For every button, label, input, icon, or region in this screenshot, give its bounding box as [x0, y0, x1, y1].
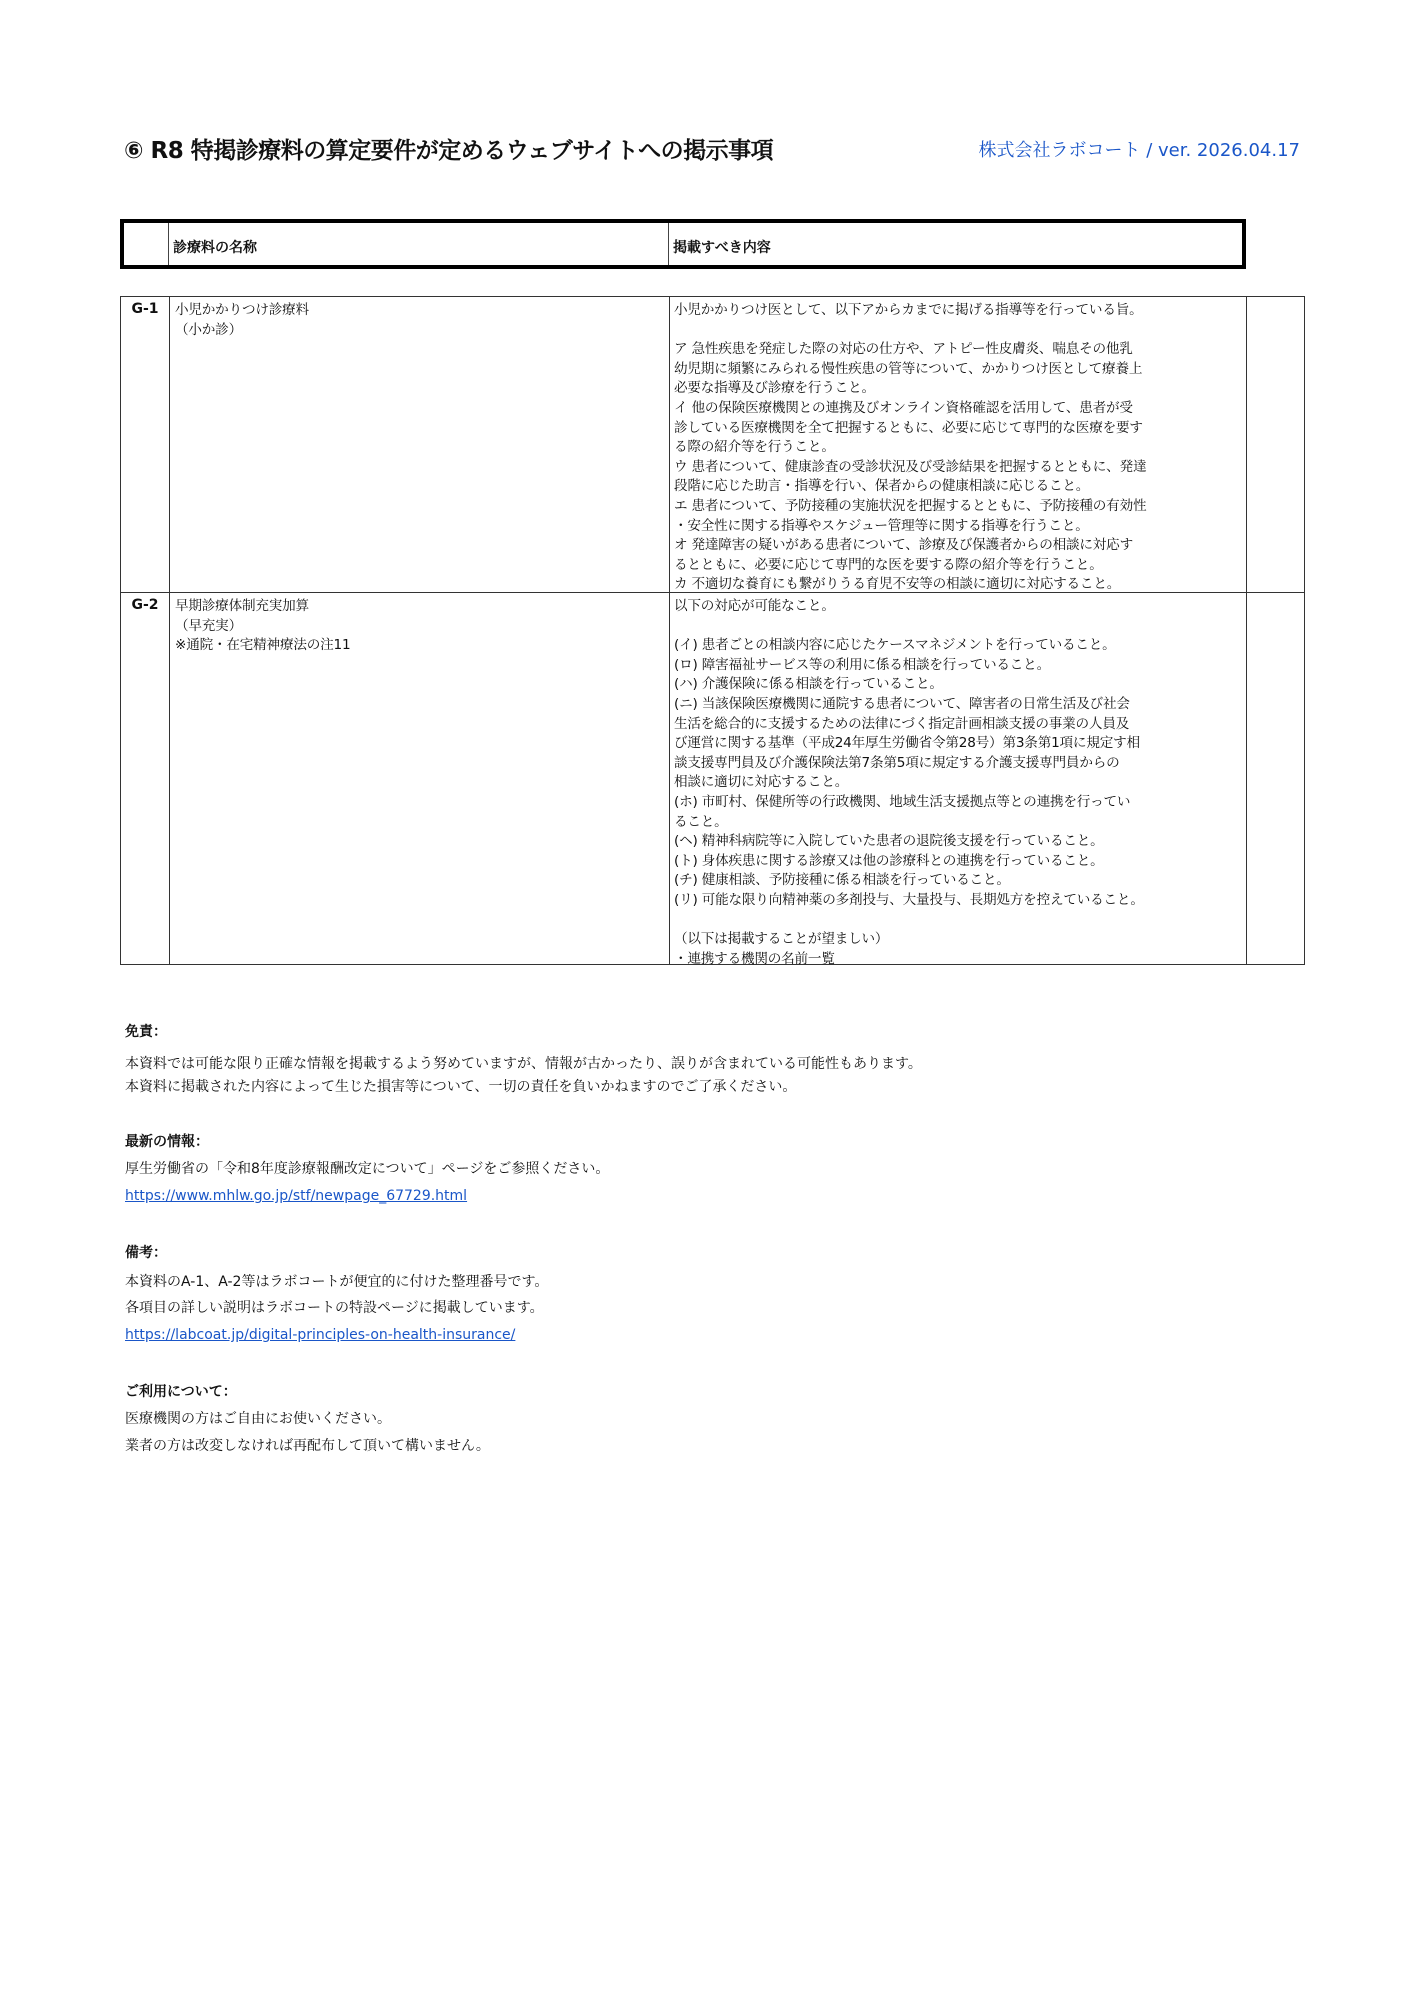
posting-content-line: 幼児期に頻繁にみられる慢性疾患の管等について、かかりつけ医として療養上 — [674, 360, 1143, 377]
disclaimer-text: 本資料では可能な限り正確な情報を掲載するよう努めていますが、情報が古かったり、誤りが含まれている可能性もあります。 — [125, 1056, 922, 1072]
latest-info-heading: 最新の情報： — [125, 1134, 209, 1150]
table-header — [120, 219, 1246, 269]
posting-content-line: 相談に適切に対応すること。 — [674, 774, 849, 791]
fee-name-line: （小か診） — [175, 321, 242, 338]
column-header-content: 掲載すべき内容 — [668, 223, 1246, 265]
posting-content-line: (イ) 患者ごとの相談内容に応じたケースマネジメントを行っていること。 — [674, 637, 1116, 654]
posting-content-line: る際の紹介等を行うこと。 — [674, 439, 835, 456]
posting-content-line: 生活を総合的に支援するための法律にづく指定計画相談支援の事業の人員及 — [674, 715, 1130, 732]
posting-content-line — [674, 617, 1246, 637]
table-row — [121, 592, 1304, 967]
latest-info-text: 厚生労働省の「令和8年度診療報酬改定について」ページをご参照ください。 — [125, 1161, 610, 1177]
row-id: G-2 — [131, 597, 159, 613]
posting-content-line: び運営に関する基準（平成24年厚生労働省令第28号）第3条第1項に規定す相 — [674, 735, 1140, 752]
posting-content-line: オ 発達障害の疑いがある患者について、診療及び保護者からの相談に対応す — [674, 537, 1133, 554]
posting-content-line: 段階に応じた助言・指導を行い、保者からの健康相談に応じること。 — [674, 478, 1090, 495]
posting-content-line: (リ) 可能な限り向精神薬の多剤投与、大量投与、長期処方を控えていること。 — [674, 891, 1144, 908]
posting-content-line: (ヘ) 精神科病院等に入院していた患者の退院後支援を行っていること。 — [674, 833, 1104, 850]
disclaimer-text: 本資料に掲載された内容によって生じた損害等について、一切の責任を負いかねますのでご了承ください。 — [125, 1079, 797, 1095]
posting-content-line: (ト) 身体疾患に関する診療又は他の診療科との連携を行っていること。 — [674, 852, 1104, 869]
column-header-name: 診療料の名称 — [168, 223, 668, 265]
posting-content-line: ・安全性に関する指導やスケジュー管理等に関する指導を行うこと。 — [674, 517, 1089, 534]
posting-content-line: 小児かかりつけ医として、以下アからカまでに掲げる指導等を行っている旨。 — [674, 302, 1143, 318]
posting-content-line: エ 患者について、予防接種の実施状況を把握するとともに、予防接種の有効性 — [674, 497, 1147, 514]
notes-text: 本資料のA-1、A-2等はラボコートが便宜的に付けた整理番号です。 — [125, 1274, 549, 1290]
posting-content-line: (ロ) 障害福祉サービス等の利用に係る相談を行っていること。 — [674, 656, 1050, 673]
posting-content-line: ウ 患者について、健康診査の受診状況及び受診結果を把握するとともに、発達 — [674, 458, 1147, 475]
fee-name-cell — [169, 297, 669, 592]
fee-name-line: 小児かかりつけ診療料 — [175, 302, 309, 318]
posting-content-line: 談支援専門員及び介護保険法第7条第5項に規定する介護支援専門員からの — [674, 754, 1120, 771]
posting-content-line — [674, 911, 1246, 931]
posting-content-line: イ 他の保険医療機関との連携及びオンライン資格確認を活用して、患者が受 — [674, 399, 1133, 416]
posting-content-line — [674, 321, 1246, 341]
posting-content-line: ア 急性疾患を発症した際の対応の仕方や、アトピー性皮膚炎、喘息その他乳 — [674, 341, 1133, 358]
posting-content-line: るとともに、必要に応じて専門的な医を要する際の紹介等を行うこと。 — [674, 556, 1103, 573]
mhlw-link[interactable]: https://www.mhlw.go.jp/stf/newpage_67729.html — [125, 1188, 468, 1204]
posting-content-line: (ホ) 市町村、保健所等の行政機関、地域生活支援拠点等との連携を行ってい — [674, 793, 1131, 810]
fee-name-line: ※通院・在宅精神療法の注11 — [175, 637, 351, 654]
row-id: G-1 — [131, 301, 159, 317]
posting-content-line: 以下の対応が可能なこと。 — [674, 598, 835, 614]
labcoat-link[interactable]: https://labcoat.jp/digital-principles-on-health-insurance/ — [125, 1327, 516, 1343]
page-title: ⑥ R8 特掲診療料の算定要件が定めるウェブサイトへの掲示事項 — [124, 138, 774, 164]
posting-content-line: ・連携する機関の名前一覧 — [674, 950, 835, 967]
notes-text: 各項目の詳しい説明はラボコートの特設ページに掲載しています。 — [125, 1300, 544, 1316]
posting-content-line: （以下は掲載することが望ましい） — [674, 931, 889, 948]
posting-content-line: カ 不適切な養育にも繋がりうる育児不安等の相談に適切に対応すること。 — [674, 576, 1121, 593]
posting-content-line: 診している医療機関を全て把握するともに、必要に応じて専門的な医療を要す — [674, 419, 1143, 436]
usage-heading: ご利用について： — [125, 1384, 237, 1400]
fee-table — [120, 296, 1305, 965]
posting-content-line: (チ) 健康相談、予防接種に係る相談を行っていること。 — [674, 872, 1010, 889]
usage-text: 医療機関の方はご自由にお使いください。 — [125, 1411, 391, 1427]
disclaimer-heading: 免責： — [125, 1024, 167, 1040]
notes-heading: 備考： — [125, 1245, 167, 1261]
fee-name-line: 早期診療体制充実加算 — [175, 598, 309, 614]
company-version: 株式会社ラボコート / ver. 2026.04.17 — [978, 140, 1300, 161]
fee-name-cell — [169, 593, 669, 964]
table-row — [121, 297, 1304, 592]
fee-name-line: （早充実） — [175, 617, 242, 634]
posting-content-line: (ハ) 介護保険に係る相談を行っていること。 — [674, 676, 943, 693]
posting-content-cell — [669, 297, 1247, 592]
posting-content-line: (ニ) 当該保険医療機関に通院する患者について、障害者の日常生活及び社会 — [674, 695, 1130, 712]
posting-content-cell — [669, 593, 1247, 967]
posting-content-line: 必要な指導及び診療を行うこと。 — [674, 380, 875, 397]
posting-content-line: ること。 — [674, 813, 728, 830]
usage-text: 業者の方は改変しなければ再配布して頂いて構いません。 — [125, 1438, 490, 1454]
